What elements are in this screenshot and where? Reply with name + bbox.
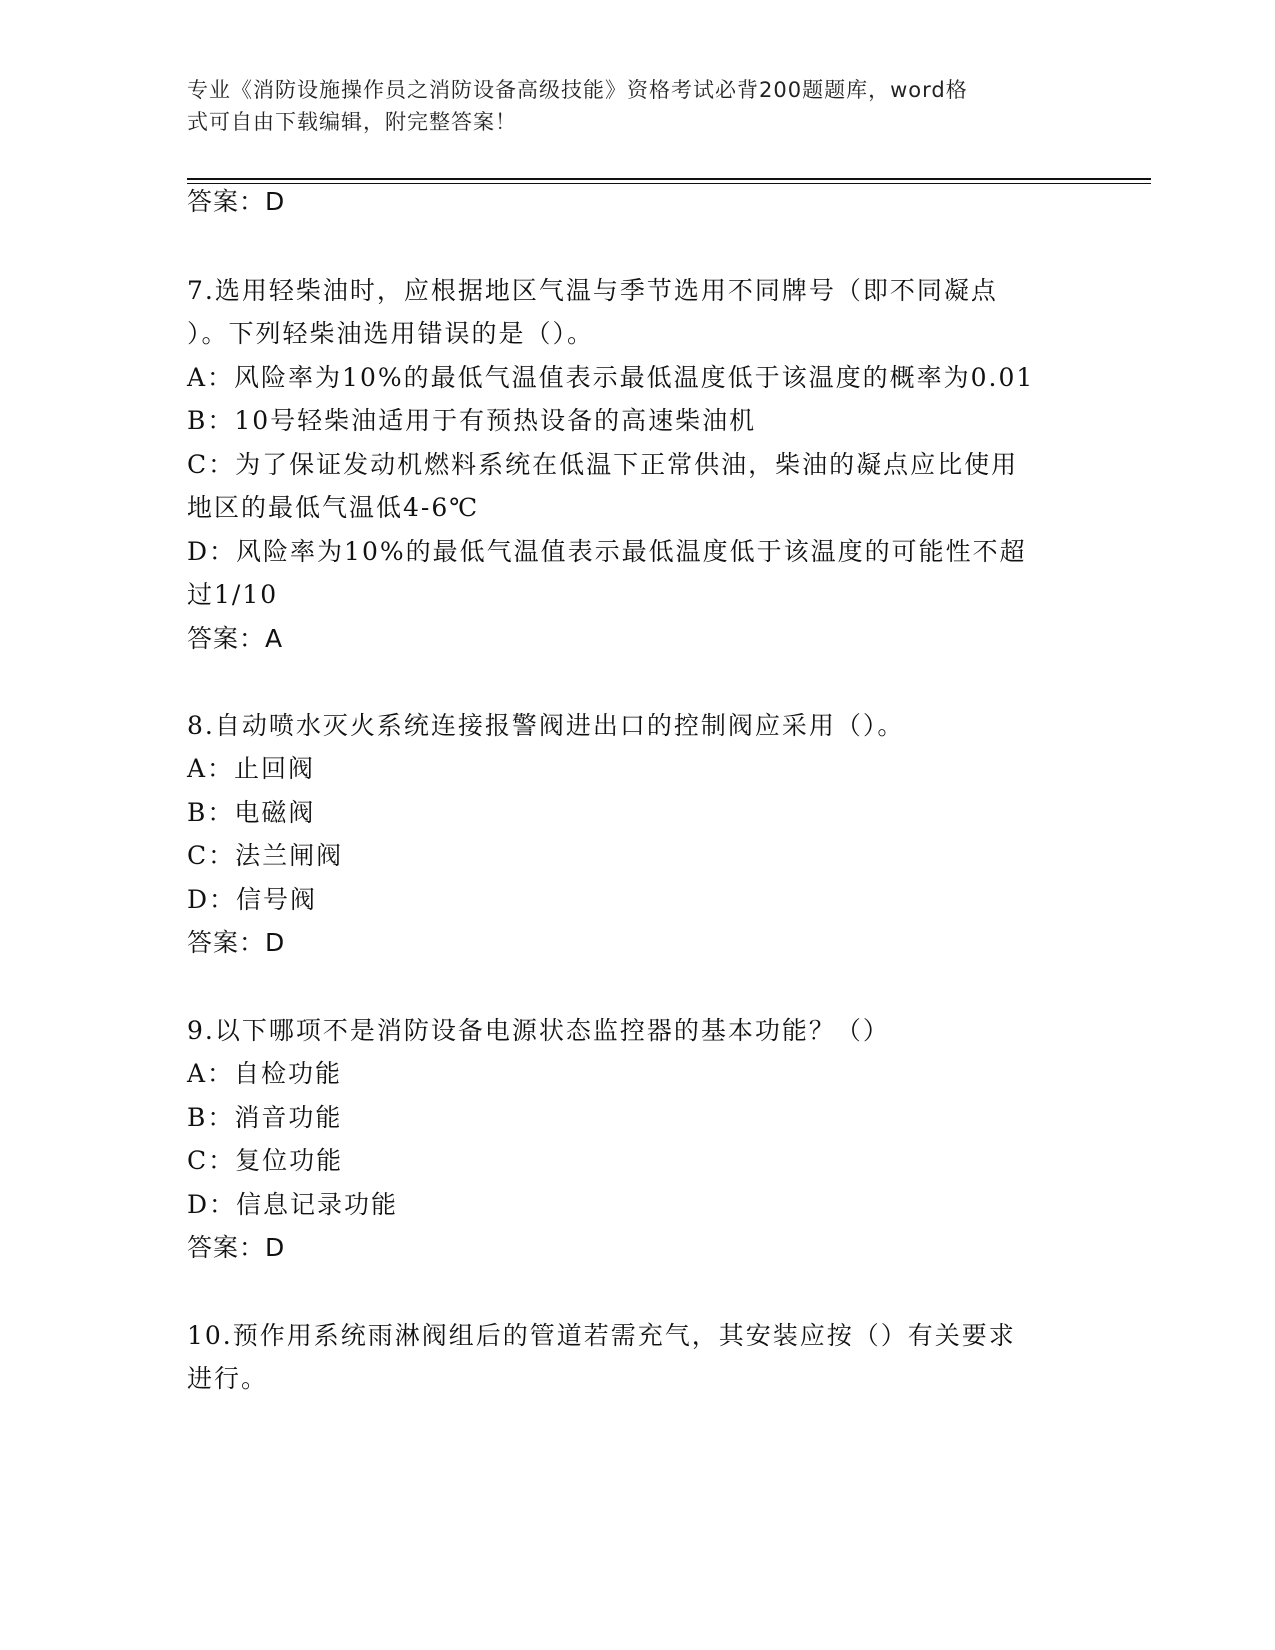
header-rule-thin: [187, 183, 1151, 184]
q8-answer: 答案：D: [187, 928, 286, 957]
q7-option-d-line-1: D：风险率为10%的最低气温值表示最低温度低于该温度的可能性不超: [187, 537, 1027, 566]
header-line-2: 式可自由下载编辑，附完整答案！: [187, 110, 517, 134]
q7-option-c-line-2: 地区的最低气温低4-6℃: [187, 493, 480, 522]
q7-option-d-line-2: 过1/10: [187, 580, 279, 609]
q7-option-c-line-1: C：为了保证发动机燃料系统在低温下正常供油，柴油的凝点应比使用: [187, 450, 1019, 479]
q10-stem-line-2: 进行。: [187, 1364, 269, 1393]
previous-answer: 答案：D: [187, 187, 286, 216]
q7-answer: 答案：A: [187, 624, 284, 653]
q7-stem-line-2: ）。下列轻柴油选用错误的是（）。: [187, 319, 595, 348]
q9-option-d: D：信息记录功能: [187, 1190, 399, 1219]
q10-stem-line-1: 10.预作用系统雨淋阀组后的管道若需充气，其安装应按（）有关要求: [187, 1321, 1016, 1350]
q8-stem: 8.自动喷水灭火系统连接报警阀进出口的控制阀应采用（）。: [187, 711, 905, 740]
q7-option-a: A：风险率为10%的最低气温值表示最低温度低于该温度的概率为0.01: [187, 363, 1035, 392]
q9-stem: 9.以下哪项不是消防设备电源状态监控器的基本功能？（）: [187, 1016, 890, 1045]
header-rule-thick: [187, 178, 1151, 180]
q8-option-b: B：电磁阀: [187, 798, 316, 827]
q7-stem-line-1: 7.选用轻柴油时，应根据地区气温与季节选用不同牌号（即不同凝点: [187, 276, 998, 305]
header-line-1: 专业《消防设施操作员之消防设备高级技能》资格考试必背200题题库，word格: [187, 78, 968, 102]
document-header: [187, 74, 1067, 138]
q9-option-a: A：自检功能: [187, 1059, 343, 1088]
q9-option-b: B：消音功能: [187, 1103, 343, 1132]
q8-option-c: C：法兰闸阀: [187, 841, 344, 870]
q9-option-c: C：复位功能: [187, 1146, 344, 1175]
q8-option-a: A：止回阀: [187, 754, 316, 783]
q7-option-b: B：10号轻柴油适用于有预热设备的高速柴油机: [187, 406, 757, 435]
q9-answer: 答案：D: [187, 1233, 286, 1262]
q8-option-d: D：信号阀: [187, 885, 318, 914]
